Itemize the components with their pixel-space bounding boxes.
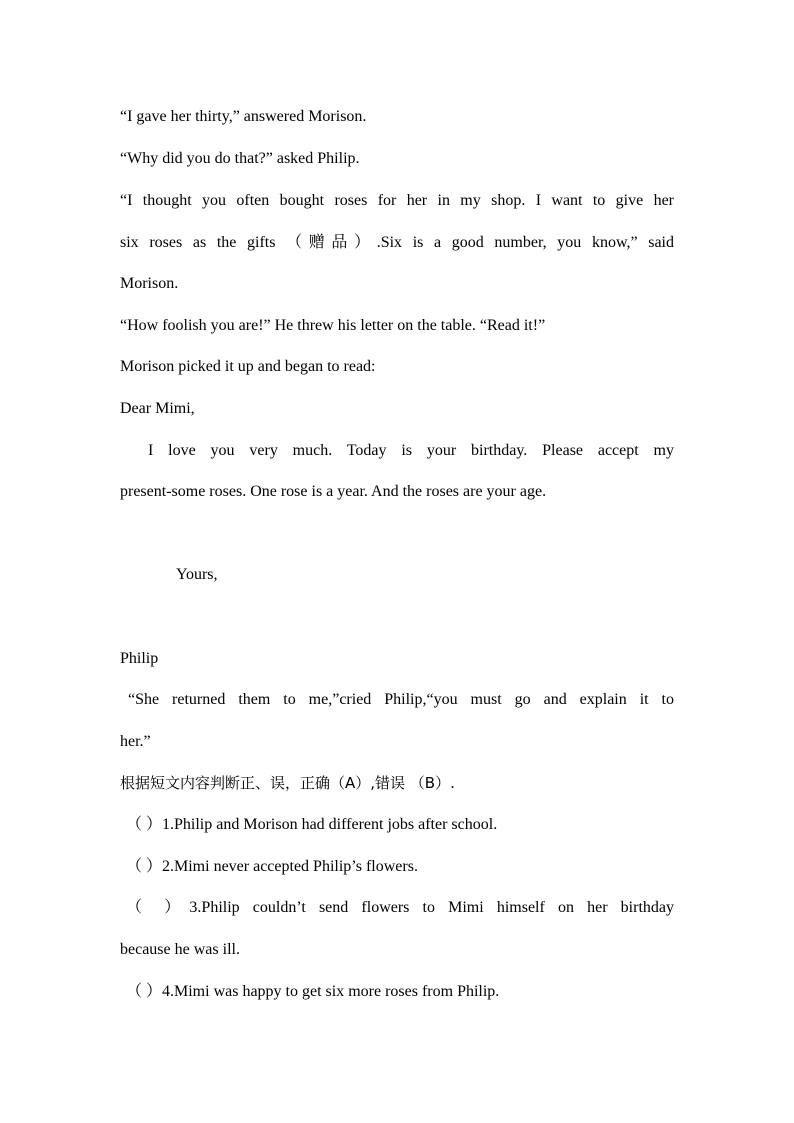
question-3: （ ）3.Philip couldn’t send flowers to Mimi himself on her birthday <box>126 899 674 916</box>
question-4: （ ）4.Mimi was happy to get six more roses from Philip. <box>126 983 500 1000</box>
line-14: her.” <box>120 733 151 750</box>
letter-signature: Philip <box>120 650 159 667</box>
line-3: “I thought you often bought roses for her in my shop. I want to give her <box>120 192 674 209</box>
line-5: Morison. <box>120 275 179 292</box>
letter-salutation: Dear Mimi, <box>120 400 195 417</box>
letter-body-line-1: I love you very much. Today is your birthday. Please accept my <box>148 442 674 459</box>
line-13: “She returned them to me,”cried Philip,“you must go and explain it to <box>128 691 674 708</box>
letter-closing: Yours, <box>176 566 218 583</box>
question-1: （ ）1.Philip and Morison had different jobs after school. <box>126 816 498 833</box>
letter-body-line-2: present-some roses. One rose is a year. And the roses are your age. <box>120 483 547 500</box>
line-7: Morison picked it up and began to read: <box>120 358 376 375</box>
question-3-continued: because he was ill. <box>120 941 240 958</box>
instructions: 根据短文内容判断正、误，正确（A）,错误 （B）. <box>120 774 455 792</box>
line-6: “How foolish you are!” He threw his letter on the table. “Read it!” <box>120 317 546 334</box>
line-1: “I gave her thirty,” answered Morison. <box>120 108 367 125</box>
line-2: “Why did you do that?” asked Philip. <box>120 150 360 167</box>
question-2: （ ）2.Mimi never accepted Philip’s flowers. <box>126 858 418 875</box>
line-4: six roses as the gifts （赠品）.Six is a good number, you know,” said <box>120 234 674 251</box>
